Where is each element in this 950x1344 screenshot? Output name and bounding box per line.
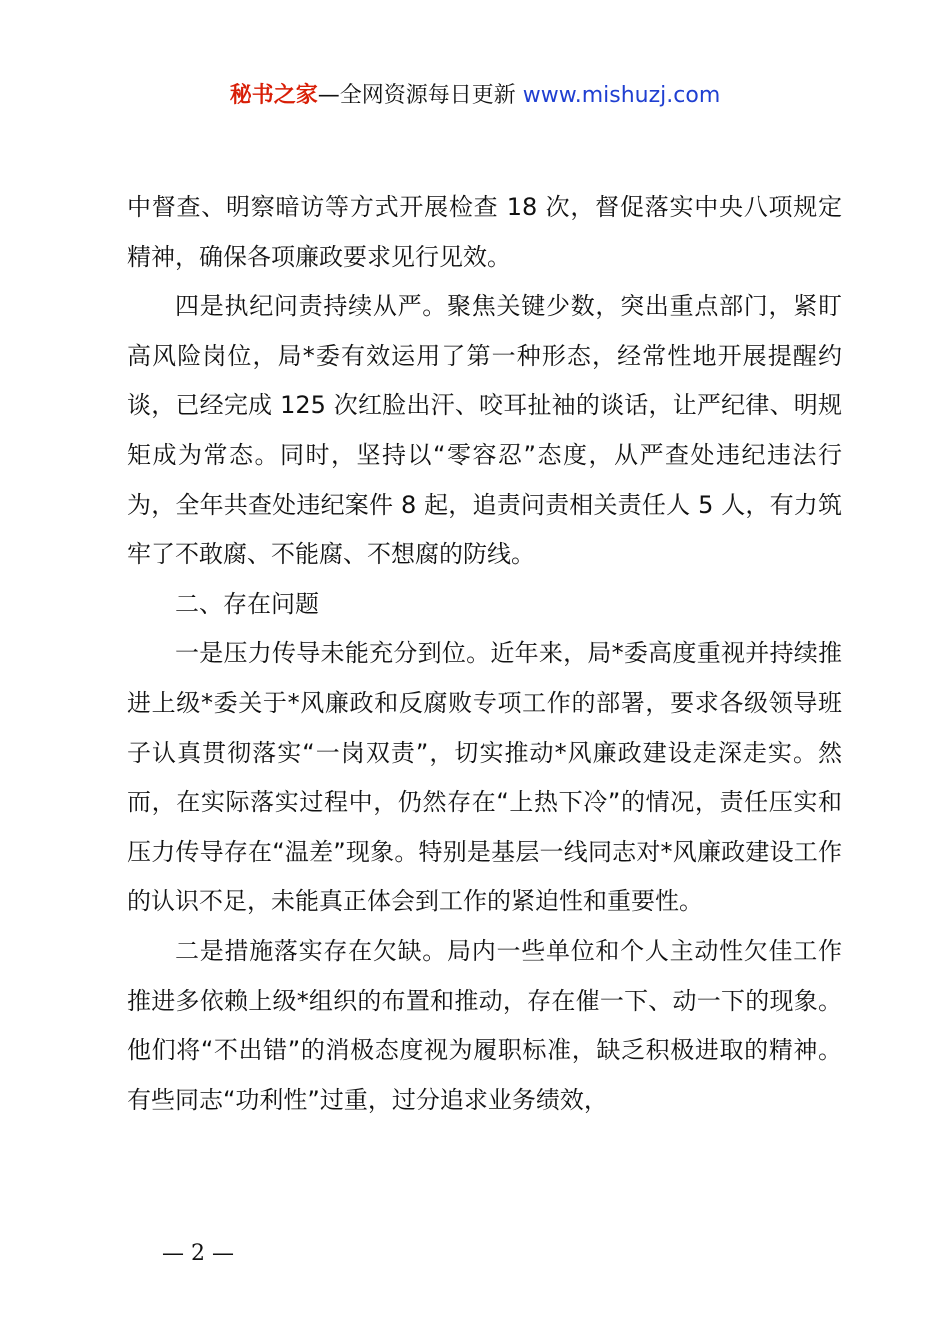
section-heading: 二、存在问题 [175,589,319,618]
paragraph: 一是压力传导未能充分到位。近年来，局*委高度重视并持续推进上级*委关于*风廉政和反腐败专项工作的部署，要求各级领导班子认真贯彻落实“一岗双责”，切实推动*风廉政建设走深走实。然而，在实际落实过程中，仍然存在“上热下冷”的情况，责任压实和压力传导存在“温差”现象。特别是基层一线同志对*风廉政建设工作的认识不足，未能真正体会到工作的紧迫性和重要性。 [127,639,842,916]
site-tagline: —全网资源每日更新 [317,83,523,108]
paragraph: 四是执纪问责持续从严。聚焦关键少数，突出重点部门，紧盯高风险岗位，局*委有效运用了第一种形态，经常性地开展提醒约谈，已经完成 125 次红脸出汗、咬耳扯袖的谈话，让严纪律、明规矩成为常态。同时，坚持以“零容忍”态度，从严查处违纪违法行为，全年共查处违纪案件 8 起，追责问责相关责任人 5 人，有力筑牢了不敢腐、不能腐、不想腐的防线。 [127,292,842,569]
paragraph: 中督查、明察暗访等方式开展检查 18 次，督促落实中央八项规定精神，确保各项廉政要求见行见效。 [127,193,842,271]
site-header [0,80,950,112]
document-body [127,183,842,1125]
site-brand: 秘书之家 [229,83,318,108]
paragraph: 二是措施落实存在欠缺。局内一些单位和个人主动性欠佳工作推进多依赖上级*组织的布置和推动，存在催一下、动一下的现象。他们将“不出错”的消极态度视为履职标准，缺乏积极进取的精神。有些同志“功利性”过重，过分追求业务绩效， [127,936,842,1114]
page-number: — 2 — [162,1241,234,1266]
site-url-link[interactable]: www.mishuzj.com [522,83,721,108]
